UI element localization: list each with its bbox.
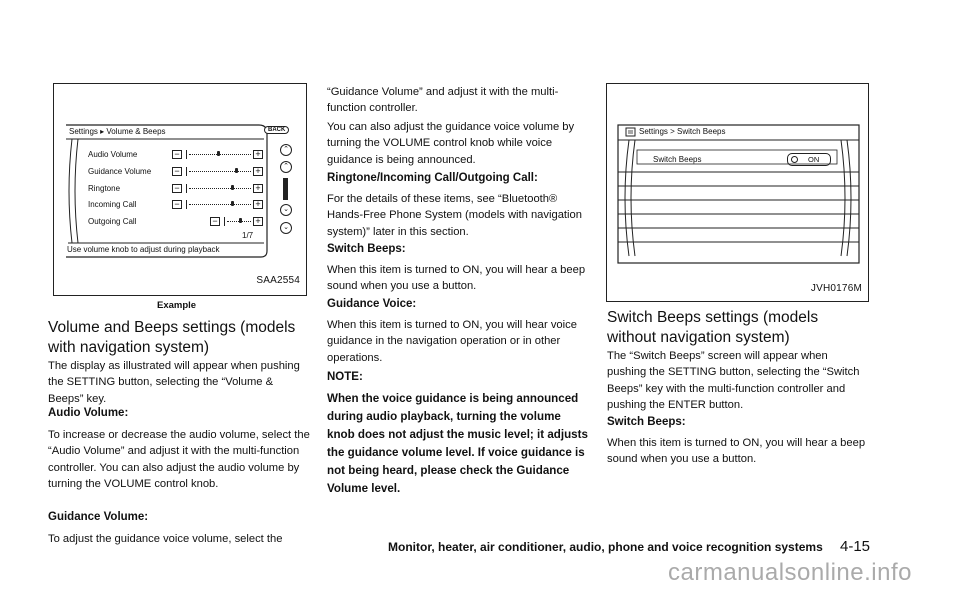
page-number: 4-15: [840, 538, 871, 555]
subheading-ringtone: Ringtone/Incoming Call/Outgoing Call:: [327, 172, 538, 184]
volume-knob: [231, 201, 234, 206]
decrease-button[interactable]: −: [172, 184, 182, 193]
guidance-volume-continued: “Guidance Volume” and adjust it with the multi-function controller.: [327, 86, 559, 115]
subheading-switch-beeps: Switch Beeps:: [327, 243, 406, 255]
switch-beeps-row-label: Switch Beeps: [653, 155, 702, 164]
guidance-volume-paragraph: To adjust the guidance voice volume, select the: [48, 533, 283, 545]
on-toggle[interactable]: [787, 153, 831, 166]
decrease-button[interactable]: −: [172, 167, 182, 176]
setting-row-label: Audio Volume: [88, 150, 138, 159]
intro-paragraph: The display as illustrated will appear when pushing the SETTING button, selecting the “Volume & Beeps” key.: [48, 360, 300, 405]
screen-title: Settings > Switch Beeps: [639, 127, 726, 136]
subheading-audio-volume: Audio Volume:: [48, 407, 129, 419]
toggle-indicator-icon: [791, 156, 798, 163]
increase-button[interactable]: +: [253, 200, 263, 209]
volume-bar: [186, 167, 251, 176]
setting-row-label: Guidance Volume: [88, 167, 152, 176]
increase-button[interactable]: +: [253, 167, 263, 176]
scroll-thumb[interactable]: [283, 178, 288, 200]
footer-hint: Use volume knob to adjust during playback: [67, 245, 220, 254]
scroll-up-icon[interactable]: ⌃: [280, 161, 292, 173]
guidance-voice-paragraph: When this item is turned to ON, you will hear voice guidance in the navigation operation or in other operations.: [327, 319, 577, 364]
scroll-down-icon[interactable]: ⌄: [280, 204, 292, 216]
figure-caption: Example: [157, 300, 197, 311]
switch-beeps-paragraph: When this item is turned to ON, you will hear a beep sound when you use a button.: [607, 437, 866, 466]
subheading-guidance-voice: Guidance Voice:: [327, 298, 417, 310]
ringtone-paragraph: For the details of these items, see “Bluetooth® Hands-Free Phone System (models with navigation system)” later in this section.: [327, 193, 582, 238]
increase-button[interactable]: +: [253, 184, 263, 193]
figure-code: SAA2554: [256, 275, 300, 286]
switch-beeps-paragraph: When this item is turned to ON, you will hear a beep sound when you use a button.: [327, 264, 586, 293]
volume-knob: [239, 218, 242, 223]
figure-switch-beeps: [606, 83, 869, 302]
decrease-button[interactable]: −: [172, 150, 182, 159]
subheading-switch-beeps: Switch Beeps:: [607, 416, 686, 428]
volume-bar: [186, 200, 251, 209]
note-label: NOTE:: [327, 371, 363, 383]
volume-knob: [231, 185, 234, 190]
scroll-top-icon[interactable]: ⌃: [280, 144, 292, 156]
increase-button[interactable]: +: [253, 217, 263, 226]
volume-knob: [217, 151, 220, 156]
page-footer-title: Monitor, heater, air conditioner, audio, phone and voice recognition systems: [388, 540, 823, 554]
back-button[interactable]: BACK: [264, 126, 289, 134]
setting-row-label: Ringtone: [88, 184, 121, 193]
figure-code: JVH0176M: [810, 283, 862, 294]
screen-title: Settings ▸ Volume & Beeps: [69, 127, 166, 136]
subheading-guidance-volume: Guidance Volume:: [48, 511, 149, 523]
setting-row-label: Outgoing Call: [88, 217, 137, 226]
section-heading: Switch Beeps settings (models without navigation system): [607, 309, 819, 346]
note-text: When the voice guidance is being announced during audio playback, turning the volume knob does not adjust the music level; it adjusts the guidance volume level. If voice guidance is not being heard, please check the Guidance Volume level.: [327, 392, 588, 495]
screen-volume-beeps: [64, 121, 297, 259]
guidance-knob-paragraph: You can also adjust the guidance voice volume by turning the VOLUME control knob while voice guidance is being announced.: [327, 121, 575, 166]
figure-volume-beeps: [53, 83, 307, 296]
scroll-bottom-icon[interactable]: ⌄: [280, 222, 292, 234]
intro-paragraph: The “Switch Beeps” screen will appear when pushing the SETTING button, selecting the “Switch Beeps” key with the multi-function controller and pushing the ENTER button.: [607, 350, 860, 412]
volume-knob: [235, 168, 238, 173]
watermark: carmanualsonline.info: [668, 559, 912, 586]
screen-switch-beeps: [617, 124, 860, 264]
section-heading: Volume and Beeps settings (models with navigation system): [48, 319, 296, 356]
toggle-label: ON: [808, 155, 820, 164]
setting-row-label: Incoming Call: [88, 200, 137, 209]
increase-button[interactable]: +: [253, 150, 263, 159]
volume-bar: [186, 150, 251, 159]
volume-bar: [224, 217, 251, 226]
audio-volume-paragraph: To increase or decrease the audio volume, select the “Audio Volume” and adjust it with the multi-function controller. You can also adjust the audio volume by turning the VOLUME control knob.: [48, 429, 310, 491]
decrease-button[interactable]: −: [210, 217, 220, 226]
page-indicator: 1/7: [242, 231, 254, 240]
volume-bar: [186, 184, 251, 193]
decrease-button[interactable]: −: [172, 200, 182, 209]
